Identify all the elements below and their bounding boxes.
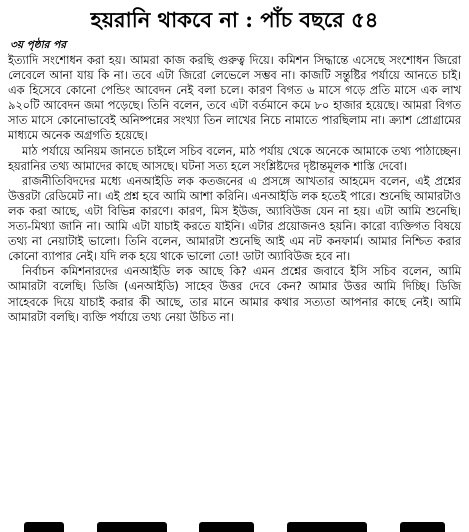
article-headline: হয়রানি থাকবে না : পাঁচ বছরে ৫৪	[90, 7, 379, 32]
article-paragraph: ইত্যাদি সংশোধন করা হয়। আমরা কাজ করছি গুরুত্ব দিয়ে। কমিশন সিদ্ধান্তে এসেছে সংশোধন জিরো লেবেলে আনা যায় কি না। তবে এটা জিরো লেভেলে সম্ভব না। কাজটি সন্তুষ্টির পর্যায়ে আনতে চাই। এক হিসেবে কোনো পেন্ডিং আবেদন নেই বলা চলে। কারণ বিগত ৬ মাসে গড়ে প্রতি মাসে এক লাখ ৯২০টি আবেদন জমা পড়েছে। তিনি বলেন, তবে এটা বর্তমানে কমে ৮০ হাজার হয়েছে। আমরা বিগত সাত মাসে কোনোভাবেই অনিষ্পন্নের সংখ্যা তিন লাখের নিচে নামাতে পারছিলাম না। ক্র্যাশ প্রোগ্রামের মাধ্যমে অনেক অগ্রগতি হয়েছে।	[8, 54, 461, 143]
article-paragraph: মাঠ পর্যায়ে অনিয়ম জানতে চাইলে সচিব বলেন, মাঠ পর্যায় থেকে অনেকে আমাকে তথ্য পাঠাচ্ছেন। হয়রানির তথ্য আমাদের কাছে আসছে। ঘটনা সত্য হলে সংশ্লিষ্টদের দৃষ্টান্তমূলক শাস্তি দেবো।	[8, 144, 461, 173]
cut-off-glyph	[97, 522, 167, 532]
cut-off-next-headline	[8, 518, 461, 532]
cut-off-glyph	[24, 522, 64, 532]
article-body	[8, 53, 461, 325]
cut-off-glyph	[400, 522, 445, 532]
cut-off-glyph	[287, 522, 367, 532]
cut-off-glyph	[199, 522, 254, 532]
article-paragraph: নির্বাচন কমিশনারদের এনআইডি লক আছে কি? এমন প্রশ্নের জবাবে ইসি সচিব বলেন, আমি আমারটা বলেছি। ডিজি (এনআইডি) সাহেব উত্তর দেবে কেন? আমার উত্তর আমি দিচ্ছি। ডিজি সাহেবকে দিয়ে যাচাই করার কী আছে, তার মানে আমার কথার সত্যতা আপনার কাছে নেই। আমি আমারটা বলছি। ব্যক্তি পর্যায়ে তথ্য নেয়া উচিত না।	[8, 265, 461, 324]
article-paragraph: রাজনীতিবিদদের মধ্যে এনআইডি লক কতজনের এ প্রসঙ্গে আখতার আহমেদ বলেন, এই প্রশ্নের উত্তরটা রেডিমেট না। এই প্রশ্ন হবে আমি আশা করিনি। এনআইডি লক হতেই পারে। শুনেছি আমারটাও লক করা আছে, এটা বিভিন্ন কারণে। কারণ, মিস ইউজ, অ্যাবিউজ যেন না হয়। এটা আমি শুনেছি। সত্য-মিথ্যা জানি না। আমি এটা যাচাই করতে যাইনি। এটার প্রয়োজনও হয়নি। কারো ব্যক্তিগত বিষয়ে তথ্য না নেয়াটাই ভালো। তিনি বলেন, আমারটা শুনেছি আই এম নট কনফার্ম। আমার নিশ্চিত করার কোনো ব্যাপার নেই। যদি লক হয়ে থাকে ভালো তো! ডাটা অ্যাবিউজ হবে না।	[8, 174, 461, 264]
continued-from-label: ৩য় পৃষ্ঠার পর	[10, 39, 67, 51]
